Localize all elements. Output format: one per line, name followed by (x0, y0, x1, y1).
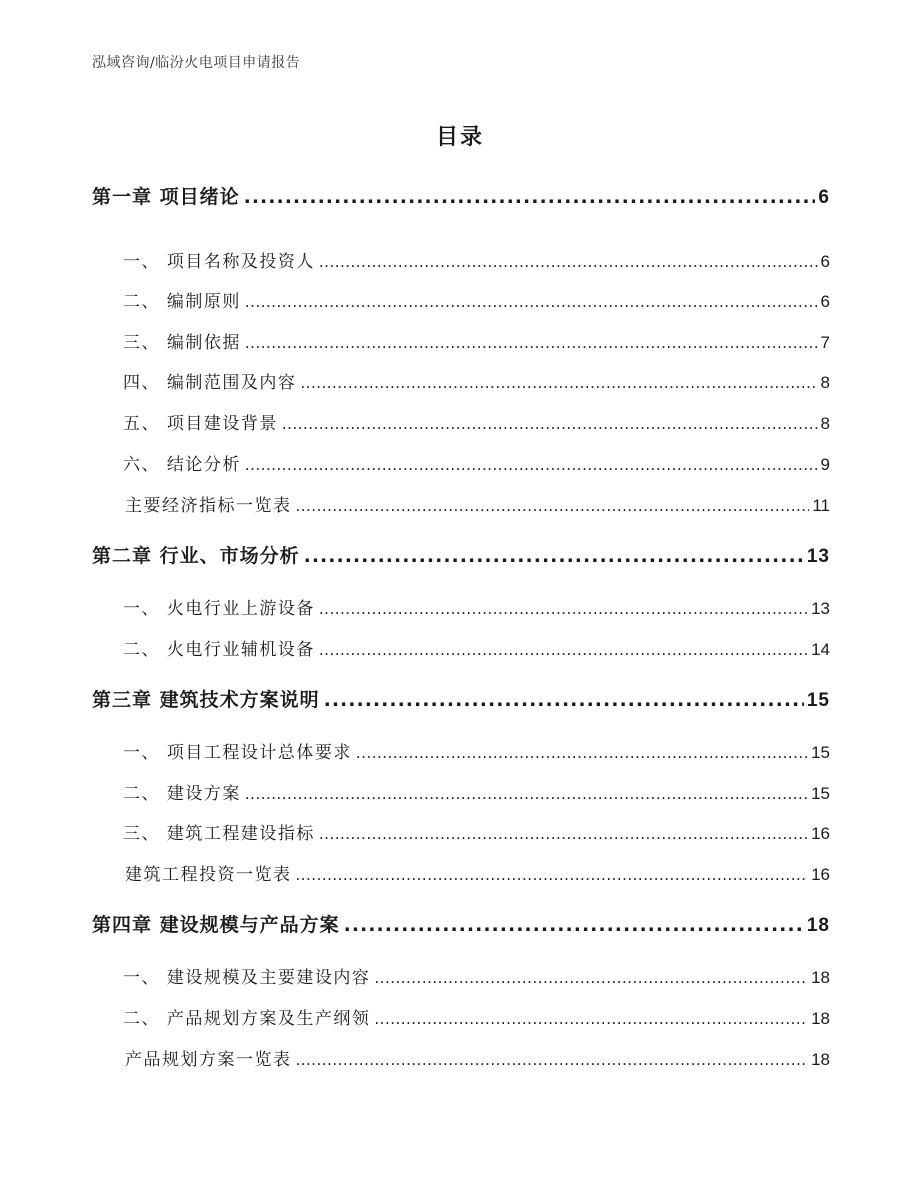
toc-entry-label: 一、 项目名称及投资人 (123, 252, 315, 272)
toc-entry-page: 11 (812, 496, 830, 515)
toc-chapter-entry[interactable] (92, 182, 830, 209)
toc-entry-page: 18 (811, 1009, 830, 1028)
toc-section-entry[interactable] (123, 1004, 830, 1029)
toc-section-entry[interactable] (123, 247, 830, 272)
toc-table-entry[interactable] (125, 1045, 830, 1070)
toc-entry-label: 二、 火电行业辅机设备 (123, 640, 315, 660)
toc-entry-label: 建筑工程投资一览表 (125, 865, 292, 885)
toc-leader-dots (245, 785, 808, 803)
toc-section-entry[interactable] (123, 738, 830, 763)
toc-section-entry[interactable] (123, 450, 830, 475)
toc-section-entry[interactable] (123, 328, 830, 353)
toc-leader-dots (304, 545, 804, 567)
toc-entry-label: 主要经济指标一览表 (125, 496, 292, 516)
toc-entry-label: 一、 项目工程设计总体要求 (123, 743, 352, 763)
toc-leader-dots (319, 641, 808, 659)
toc-leader-dots (300, 374, 817, 392)
toc-leader-dots (244, 186, 816, 208)
toc-section-entry[interactable] (123, 819, 830, 844)
toc-entry-label: 产品规划方案一览表 (125, 1050, 292, 1070)
page-header: 泓域咨询/临汾火电项目申请报告 (92, 55, 301, 71)
toc-entry-page: 18 (806, 915, 830, 936)
toc-leader-dots (296, 497, 810, 515)
toc-entry-page: 16 (811, 865, 830, 884)
toc-entry-page: 6 (820, 292, 830, 311)
toc-entry-label: 二、 建设方案 (123, 784, 241, 804)
toc-leader-dots (319, 825, 808, 843)
toc-leader-dots (282, 415, 818, 433)
toc-entry-page: 7 (820, 333, 830, 352)
toc-entry-label: 第四章 建设规模与产品方案 (92, 914, 340, 936)
toc-leader-dots (296, 1051, 809, 1069)
toc-leader-dots (245, 334, 818, 352)
toc-entry-label: 三、 建筑工程建设指标 (123, 824, 315, 844)
toc-table-entry[interactable] (125, 491, 830, 516)
toc-entry-page: 14 (811, 640, 830, 659)
toc-section-entry[interactable] (123, 963, 830, 988)
toc-section-entry[interactable] (123, 368, 830, 393)
toc-leader-dots (245, 456, 818, 474)
toc-chapter-entry[interactable] (92, 685, 830, 712)
toc-entry-label: 一、 建设规模及主要建设内容 (123, 968, 371, 988)
toc-section-entry[interactable] (123, 779, 830, 804)
toc-section-entry[interactable] (123, 409, 830, 434)
toc-entry-page: 18 (811, 1050, 830, 1069)
toc-leader-dots (374, 1010, 808, 1028)
toc-entry-label: 五、 项目建设背景 (123, 414, 278, 434)
toc-entry-label: 六、 结论分析 (123, 455, 241, 475)
toc-entry-page: 16 (811, 824, 830, 843)
toc-leader-dots (245, 293, 818, 311)
toc-entry-label: 四、 编制范围及内容 (123, 373, 297, 393)
toc-entry-page: 15 (811, 784, 830, 803)
toc-entry-page: 6 (818, 187, 830, 208)
toc-leader-dots (324, 689, 804, 711)
toc-entry-page: 18 (811, 968, 830, 987)
toc-entry-page: 13 (811, 599, 830, 618)
toc-entry-label: 第一章 项目绪论 (92, 186, 240, 208)
toc-title: 目录 (435, 125, 484, 150)
toc-entry-page: 15 (806, 690, 830, 711)
toc-leader-dots (344, 914, 804, 936)
toc-entry-label: 第三章 建筑技术方案说明 (92, 689, 320, 711)
toc-entry-label: 二、 编制原则 (123, 292, 241, 312)
toc-leader-dots (296, 866, 809, 884)
toc-chapter-entry[interactable] (92, 910, 830, 937)
toc-entry-page: 13 (806, 546, 830, 567)
toc-section-entry[interactable] (123, 635, 830, 660)
toc-section-entry[interactable] (123, 594, 830, 619)
toc-leader-dots (319, 600, 808, 618)
toc-leader-dots (356, 744, 808, 762)
toc-entry-page: 9 (820, 455, 830, 474)
toc-entry-page: 15 (811, 743, 830, 762)
toc-leader-dots (319, 253, 818, 271)
toc-entry-label: 二、 产品规划方案及生产纲领 (123, 1009, 371, 1029)
toc-entry-label: 第二章 行业、市场分析 (92, 545, 300, 567)
toc-entry-page: 6 (820, 252, 830, 271)
toc-leader-dots (374, 969, 808, 987)
toc-entry-page: 8 (820, 414, 830, 433)
toc-section-entry[interactable] (123, 287, 830, 312)
toc-entry-label: 三、 编制依据 (123, 333, 241, 353)
toc-entry-label: 一、 火电行业上游设备 (123, 599, 315, 619)
toc-table-entry[interactable] (125, 860, 830, 885)
toc-entry-page: 8 (820, 373, 830, 392)
toc-chapter-entry[interactable] (92, 541, 830, 568)
